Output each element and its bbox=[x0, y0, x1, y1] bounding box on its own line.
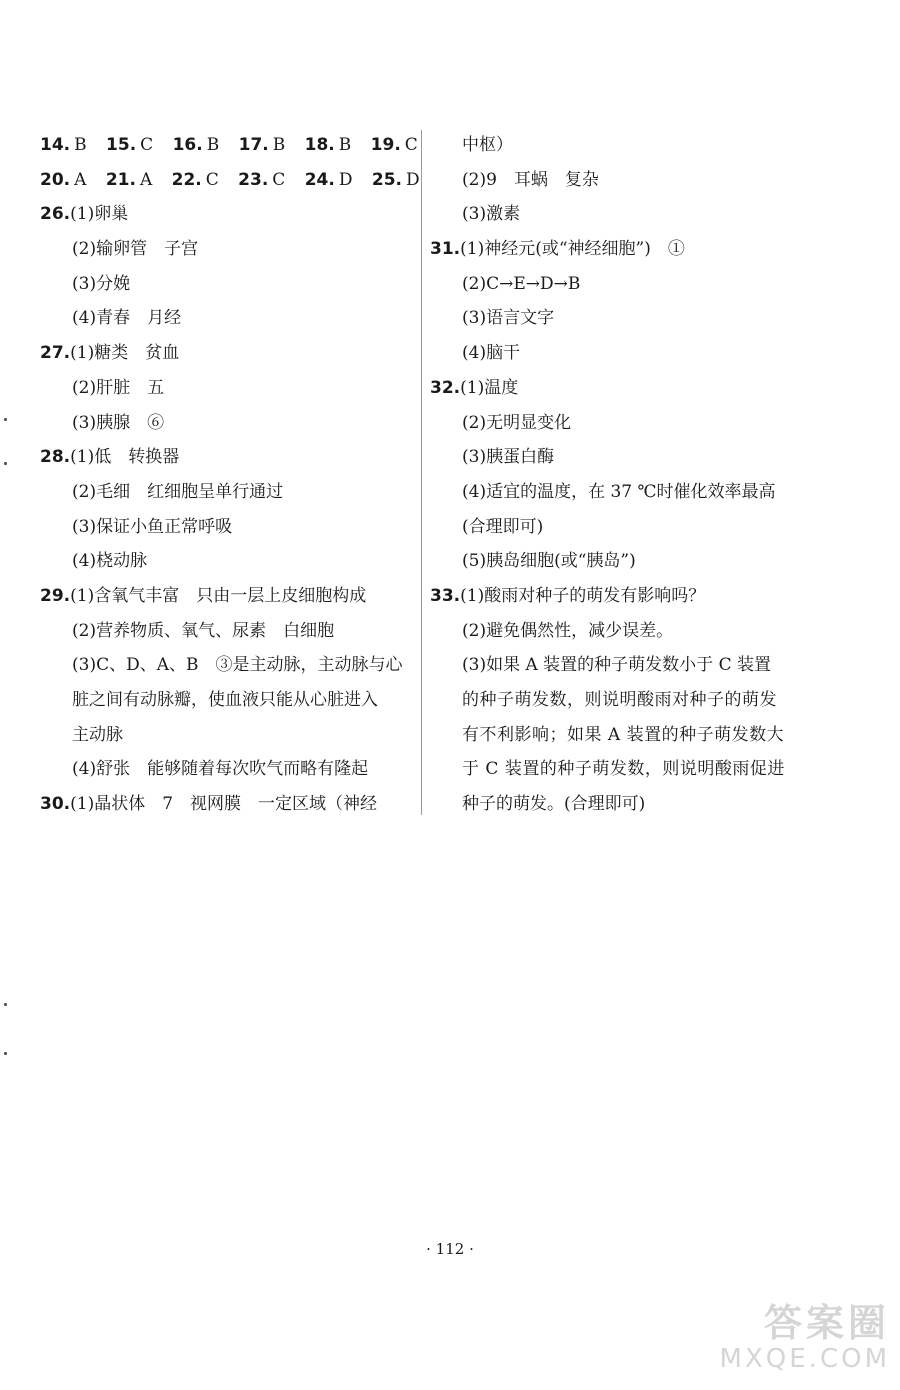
q32-line-5: (合理即可) bbox=[462, 516, 544, 537]
q32-line-1: 32.(1)温度 bbox=[430, 377, 519, 398]
mc-item: 22. C bbox=[171, 169, 219, 190]
mc-item: 25. D bbox=[371, 169, 420, 190]
column-divider bbox=[421, 130, 422, 815]
q27-line-3: (3)胰腺 ⑥ bbox=[72, 412, 165, 433]
q33-line-3: (3)如果 A 装置的种子萌发数小于 C 装置 bbox=[462, 655, 771, 676]
mc-item: 15. C bbox=[106, 135, 154, 155]
q33-line-6: 于 C 装置的种子萌发数，则说明酸雨促进 bbox=[462, 759, 785, 780]
q28-line-4: (4)桡动脉 bbox=[72, 551, 148, 572]
watermark-url: MXQE.COM bbox=[719, 1344, 890, 1374]
q27-line-1: 27.(1)糖类 贫血 bbox=[40, 343, 180, 364]
q30-line-4: (3)激素 bbox=[462, 204, 521, 225]
q33-line-5: 有不利影响；如果 A 装置的种子萌发数大 bbox=[462, 724, 785, 745]
q29-line-4: 脏之间有动脉瓣，使血液只能从心脏进入 bbox=[72, 690, 378, 710]
q28-line-2: (2)毛细 红细胞呈单行通过 bbox=[72, 481, 284, 502]
mc-item: 23. C bbox=[238, 169, 286, 190]
mc-item: 18. B bbox=[304, 135, 352, 155]
q29-line-5: 主动脉 bbox=[72, 724, 123, 745]
mc-item: 17. B bbox=[238, 135, 286, 155]
q27-number: 27. bbox=[40, 343, 71, 364]
q33-line-4: 的种子萌发数，则说明酸雨对种子的萌发 bbox=[462, 690, 777, 710]
page-number: · 112 · bbox=[426, 1240, 474, 1258]
scan-mark bbox=[4, 418, 7, 421]
q29-line-1: 29.(1)含氧气丰富 只由一层上皮细胞构成 bbox=[40, 585, 367, 606]
q26-line-3: (3)分娩 bbox=[72, 273, 131, 294]
q32-line-6: (5)胰岛细胞(或“胰岛”) bbox=[462, 551, 636, 572]
q31-line-4: (4)脑干 bbox=[462, 343, 521, 364]
mc-answers-row-2 bbox=[40, 163, 420, 198]
q29-line-2: (2)营养物质、氧气、尿素 白细胞 bbox=[72, 620, 335, 641]
q29-line-6: (4)舒张 能够随着每次吹气而略有隆起 bbox=[72, 759, 369, 780]
q26-number: 26. bbox=[40, 204, 71, 225]
q32-line-3: (3)胰蛋白酶 bbox=[462, 447, 555, 468]
q27-line-2: (2)肝脏 五 bbox=[72, 377, 165, 398]
q26-line-2: (2)输卵管 子宫 bbox=[72, 239, 199, 260]
q28-line-3: (3)保证小鱼正常呼吸 bbox=[72, 516, 233, 537]
q28-line-1: 28.(1)低 转换器 bbox=[40, 447, 180, 468]
q31-line-2: (2)C→E→D→B bbox=[462, 273, 581, 294]
mc-item: 24. D bbox=[304, 169, 353, 190]
mc-item: 19. C bbox=[370, 135, 418, 155]
q30-line-2: 中枢） bbox=[462, 135, 513, 155]
q33-number: 33. bbox=[430, 585, 461, 606]
scan-mark bbox=[4, 1003, 7, 1006]
mc-item: 14. B bbox=[40, 135, 87, 155]
q29-line-3: (3)C、D、A、B ③是主动脉，主动脉与心 bbox=[72, 655, 403, 676]
q28-number: 28. bbox=[40, 447, 71, 468]
mc-item: 16. B bbox=[172, 135, 220, 155]
scan-mark bbox=[4, 462, 7, 465]
q31-number: 31. bbox=[430, 239, 461, 260]
q29-number: 29. bbox=[40, 585, 71, 606]
q31-line-1: 31.(1)神经元(或“神经细胞”) ① bbox=[430, 239, 685, 260]
q32-number: 32. bbox=[430, 377, 461, 398]
right-column bbox=[430, 128, 830, 822]
q26-line-1: 26.(1)卵巢 bbox=[40, 204, 129, 225]
mc-item: 21. A bbox=[105, 169, 153, 190]
left-column bbox=[40, 128, 420, 822]
q33-line-2: (2)避免偶然性，减少误差。 bbox=[462, 620, 674, 641]
watermark-title: 答案圈 bbox=[763, 1301, 890, 1345]
mc-answers-row-1 bbox=[40, 128, 420, 163]
q26-line-4: (4)青春 月经 bbox=[72, 308, 182, 329]
scan-mark bbox=[4, 1052, 7, 1055]
q32-line-4: (4)适宜的温度，在 37 ℃时催化效率最高 bbox=[462, 481, 776, 502]
mc-item: 20. A bbox=[40, 169, 87, 190]
q30-line-1: 30.(1)晶状体 7 视网膜 一定区域（神经 bbox=[40, 794, 378, 815]
watermark-logo bbox=[690, 1302, 890, 1382]
q33-line-7: 种子的萌发。(合理即可) bbox=[462, 794, 646, 815]
q30-line-3: (2)9 耳蜗 复杂 bbox=[462, 169, 599, 190]
q32-line-2: (2)无明显变化 bbox=[462, 412, 572, 433]
q30-number: 30. bbox=[40, 794, 71, 815]
q33-line-1: 33.(1)酸雨对种子的萌发有影响吗？ bbox=[430, 585, 706, 606]
q31-line-3: (3)语言文字 bbox=[462, 308, 555, 329]
